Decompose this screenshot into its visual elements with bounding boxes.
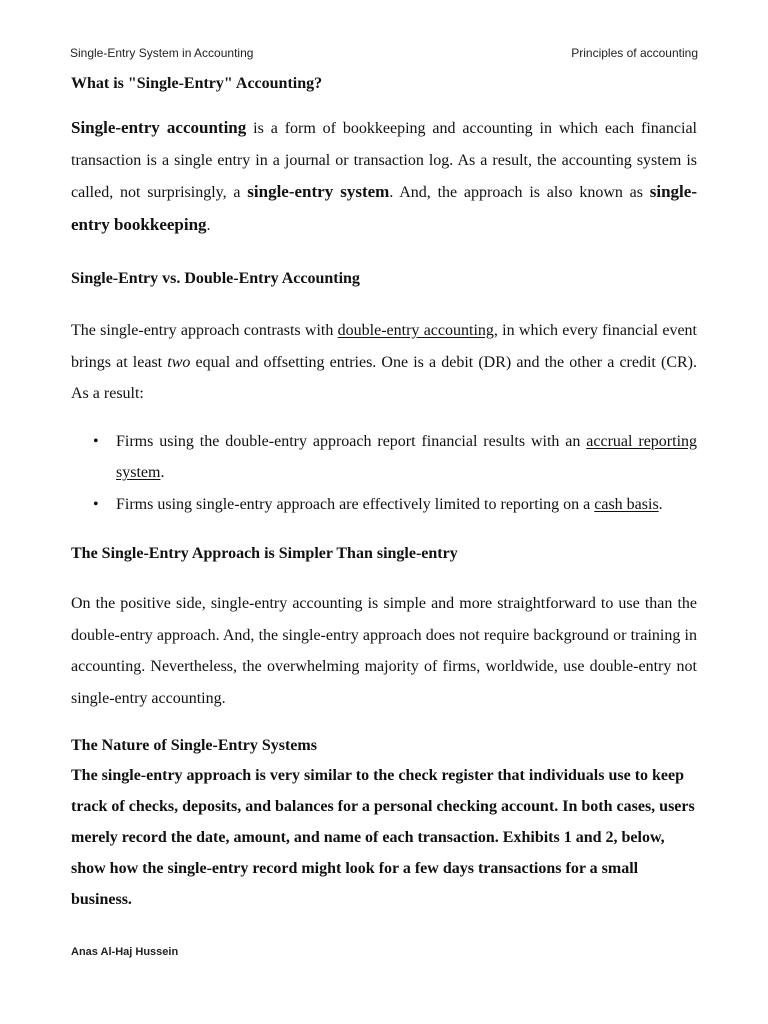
section3-heading: The Nature of Single-Entry Systems [71, 737, 317, 754]
section1-heading: Single-Entry vs. Double-Entry Accounting [71, 270, 360, 287]
emphasis-two: two [167, 353, 191, 371]
bullet-icon: • [93, 432, 99, 450]
page-header [70, 46, 698, 60]
intro-text-2: . And, the approach is also known as [389, 184, 650, 201]
intro-term: Single-entry accounting [71, 118, 247, 137]
document-title: What is "Single-Entry" Accounting? [71, 75, 323, 92]
bullet-icon: • [93, 495, 99, 513]
section3-paragraph: The single-entry approach is very similar to the check register that individuals use to keep track of checks, deposits, and balances for a personal checking account. In both cases, users merely record the date, amount, and name of each transaction. Exhibits 1 and 2, below, show how the single-entry record might look for a few days transactions for a small business. [71, 767, 695, 908]
bullet-list [71, 426, 697, 521]
bullet-text: Firms using the double-entry approach report financial results with an [116, 432, 587, 450]
accrual-link[interactable]: accrual reporting system [116, 432, 698, 481]
list-item [71, 426, 697, 489]
header-left: Single-Entry System in Accounting [70, 46, 254, 60]
document-body [71, 72, 697, 915]
section1-text-1: The single-entry approach contrasts with [71, 322, 338, 339]
intro-text-3: . [206, 216, 211, 234]
section1-text-2: , in which every financial event brings at least [71, 322, 697, 371]
section2-paragraph: On the positive side, single-entry accounting is simple and more straightforward to use than the double-entry approach. And, the single-entry approach does not require background or training in accounting. Nevertheless, the overwhelming majority of firms, worldwide, use double-entry not single-entry accounting. [71, 595, 697, 707]
section1-paragraph [71, 315, 697, 410]
list-item [71, 489, 697, 521]
header-right: Principles of accounting [571, 46, 698, 60]
bullet-end: . [658, 495, 663, 513]
intro-text-1: is a form of bookkeeping and accounting in which each financial transaction is a single entry in a journal or transaction log. As a result, the accounting system is called, not surprisingly, a [71, 120, 698, 201]
section2-heading: The Single-Entry Approach is Simpler Than single-entry [71, 545, 458, 562]
section1-text-3: equal and offsetting entries. One is a debit (DR) and the other a credit (CR). As a result: [71, 353, 698, 402]
double-entry-link[interactable]: double-entry accounting [337, 322, 494, 339]
intro-term-system: single-entry system [247, 182, 390, 201]
bullet-text: Firms using single-entry approach are effectively limited to reporting on a [116, 495, 595, 513]
cash-basis-link[interactable]: cash basis [594, 495, 659, 513]
page-footer: Anas Al-Haj Hussein [71, 946, 179, 958]
bullet-end: . [160, 464, 165, 481]
intro-term-bookkeeping: single-entry bookkeeping [71, 182, 697, 234]
intro-paragraph [71, 112, 697, 241]
